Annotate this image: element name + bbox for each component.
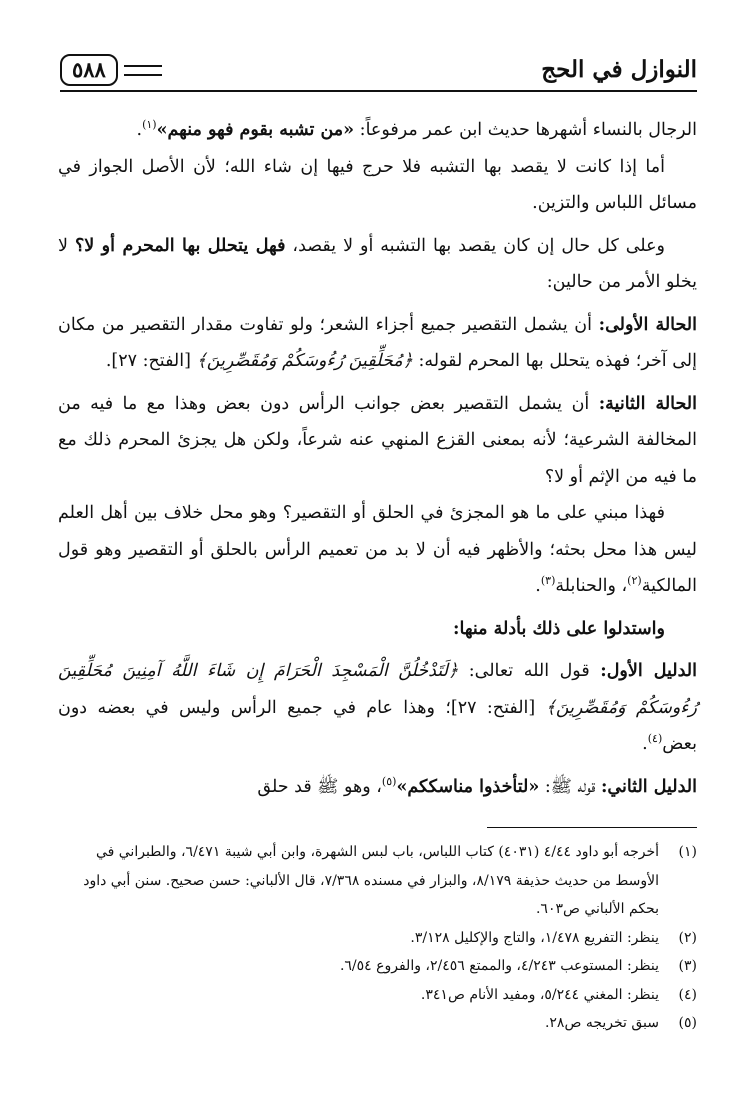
footnote-text: أخرجه أبو داود ٤/٤٤ (٤٠٣١) كتاب اللباس، باب لبس الشهرة، وابن أبي شيبة ٦/٤٧١، والطبراني في الأوسط من حديث حذيفة ٨/١٧٩، والبزار في مسنده ٧/٣٦٨، قال الألباني: حسن صحيح. سنن أبي داود بحكم الألباني ص٦٠٣. bbox=[83, 844, 659, 917]
hadith-quote: «لتأخذوا مناسككم» bbox=[396, 776, 540, 797]
paragraph-text: فهذا مبني على ما هو المجزئ في الحلق أو التقصير؟ وهو محل خلاف بين أهل العلم ليس هذا محل بحثه؛ والأظهر فيه أن لا بد من تعميم الرأس بالحلق أو التقصير وهو قول المالكية bbox=[58, 503, 697, 596]
footnote-number: (٤) bbox=[678, 986, 697, 1003]
paragraph-5 bbox=[58, 386, 697, 496]
paragraph-6 bbox=[58, 495, 697, 605]
footnote-number: (٢) bbox=[678, 929, 697, 946]
footnote-1 bbox=[58, 838, 697, 924]
footnote-text: ينظر: التفريع ١/٤٧٨، والتاج والإكليل ٣/١٢٨. bbox=[410, 929, 659, 946]
footnote-number: (٥) bbox=[678, 1015, 697, 1031]
verse-citation: [الفتح: ٢٧]؛ bbox=[445, 697, 546, 718]
paragraph-text: قول الله تعالى: bbox=[458, 661, 601, 681]
case-label-2: الحالة الثانية: bbox=[598, 393, 697, 414]
header-rule bbox=[60, 90, 697, 92]
paragraph-9 bbox=[58, 769, 697, 806]
footnote-number: (٣) bbox=[678, 958, 697, 974]
hadith-quote: «من تشبه بقوم فهو منهم» bbox=[156, 120, 355, 140]
footnote-ref-1: (١) bbox=[142, 118, 157, 132]
page-number: ٥٨٨ bbox=[60, 54, 118, 86]
footnote-text: سبق تخريجه ص٢٨. bbox=[544, 1015, 659, 1031]
running-title: النوازل في الحج bbox=[541, 56, 697, 83]
footnote-text: ينظر: المستوعب ٤/٢٤٣، والممتع ٢/٤٥٦، والفروع ٦/٥٤. bbox=[339, 958, 659, 974]
page-number-frame bbox=[60, 54, 162, 86]
paragraph-text: وعلى كل حال إن كان يقصد بها التشبه أو لا يقصد، bbox=[285, 235, 665, 256]
paragraph-2: أما إذا كانت لا يقصد بها التشبه فلا حرج فيها إن شاء الله؛ لأن الأصل الجواز في مسائل اللباس والتزين. bbox=[58, 156, 697, 213]
paragraph-end: . bbox=[535, 576, 541, 596]
paragraph-1 bbox=[58, 112, 697, 149]
footnote-2 bbox=[58, 924, 697, 953]
paragraph-3 bbox=[58, 228, 697, 301]
paragraph-end: ، وهو ﷺ قد حلق bbox=[257, 776, 382, 797]
footnote-separator bbox=[487, 827, 697, 828]
evidence-label-2: الدليل الثاني: bbox=[600, 776, 697, 797]
quran-verse: ﴿مُحَلِّقِينَ رُءُوسَكُمْ وَمُقَصِّرِينَ﴾ bbox=[196, 351, 413, 371]
paragraph-text: قوله ﷺ: bbox=[539, 776, 601, 797]
footnote-5 bbox=[58, 1009, 697, 1038]
footnote-ref-5: (٥) bbox=[381, 774, 397, 788]
page-header bbox=[60, 52, 697, 94]
bold-question: فهل يتحلل بها المحرم أو لا؟ bbox=[74, 235, 286, 256]
footnotes bbox=[58, 838, 697, 1038]
footnote-4 bbox=[58, 981, 697, 1010]
verse-citation: [الفتح: ٢٧]. bbox=[105, 351, 197, 371]
footnote-ref-3: (٣) bbox=[540, 574, 556, 588]
case-label-1: الحالة الأولى: bbox=[598, 314, 697, 335]
footnote-text: ينظر: المغني ٥/٢٤٤، ومفيد الأنام ص٣٤١. bbox=[420, 986, 659, 1003]
paragraph-8 bbox=[58, 653, 697, 763]
header-ornament-lines bbox=[124, 65, 162, 76]
paragraph-text: وهذا عام في جميع الرأس وليس في بعضه دون بعض bbox=[58, 697, 697, 754]
paragraph-end: . bbox=[136, 120, 143, 140]
paragraph-text: الرجال بالنساء أشهرها حديث ابن عمر مرفوعاً: bbox=[354, 120, 697, 140]
paragraph-end: لا يخلو الأمر من حالين: bbox=[58, 235, 697, 292]
main-text bbox=[58, 112, 697, 805]
section-heading: واستدلوا على ذلك بأدلة منها: bbox=[453, 618, 665, 639]
evidence-label-1: الدليل الأول: bbox=[600, 661, 697, 681]
footnote-ref-4: (٤) bbox=[647, 732, 663, 746]
quran-verse: ﴿لَتَدْخُلُنَّ الْمَسْجِدَ الْحَرَامَ إِن شَاءَ اللَّهُ آمِنِينَ مُحَلِّقِينَ رُءُوسَكُمْ وَمُقَصِّرِينَ﴾ bbox=[58, 661, 697, 718]
footnote-3 bbox=[58, 952, 697, 981]
footnote-number: (١) bbox=[678, 844, 697, 860]
paragraph-text: أن يشمل التقصير بعض جوانب الرأس دون بعض وهذا مع ما فيه من المخالفة الشرعية؛ لأنه بمعنى القزع المنهي عنه شرعاً، ولكن هل يجزئ المحرم ذلك مع ما فيه من الإثم أو لا؟ bbox=[58, 393, 697, 487]
paragraph-text: ، والحنابلة bbox=[555, 576, 628, 596]
paragraph-text: أن يشمل التقصير جميع أجزاء الشعر؛ ولو تفاوت مقدار التقصير من مكان إلى آخر؛ فهذه يتحلل بها المحرم لقوله: bbox=[58, 314, 697, 371]
paragraph-4 bbox=[58, 307, 697, 380]
footnote-ref-2: (٢) bbox=[627, 574, 642, 588]
paragraph-7 bbox=[58, 611, 697, 648]
paragraph-end: . bbox=[642, 734, 648, 754]
